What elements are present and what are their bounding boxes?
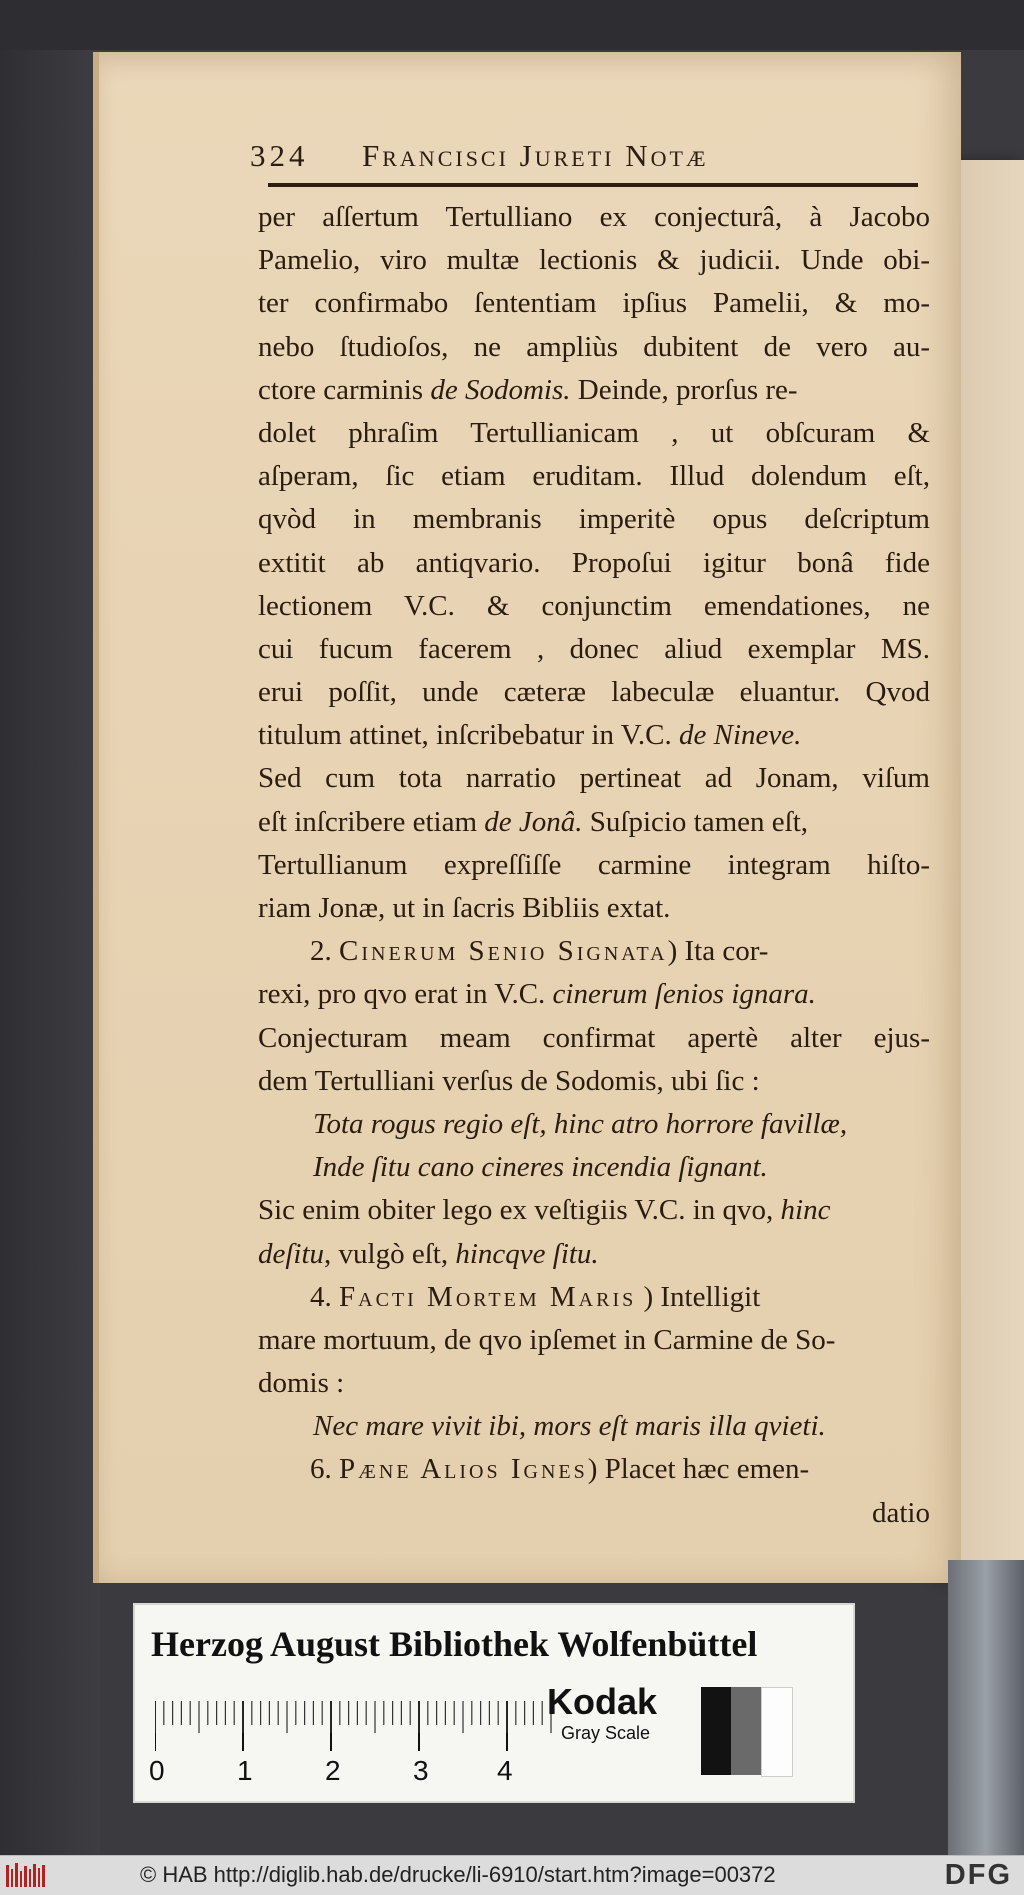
source-link[interactable]: © HAB http://diglib.hab.de/drucke/li-6910/start.htm?image=00372	[140, 1862, 776, 1887]
hab-logo-icon	[6, 1863, 48, 1889]
text-line: qvòd in membranis imperitè opus deſcriptum	[258, 503, 930, 536]
text-line: nebo ſtudioſos, ne ampliùs dubitent de vero au-	[258, 330, 930, 363]
color-target-label	[133, 1603, 855, 1803]
text-line: per aſſertum Tertulliano ex conjecturâ, à Jacobo	[258, 201, 930, 233]
catchword: datio	[872, 1496, 930, 1529]
verse-line: Nec mare vivit ibi, mors eſt maris illa qvieti.	[313, 1410, 826, 1443]
top-shadow	[0, 0, 1024, 50]
text-line: dolet phraſim Tertullianicam , ut obſcuram &	[258, 416, 930, 449]
text-line: domis :	[258, 1367, 345, 1400]
dfg-logo: DFG	[944, 1859, 1012, 1891]
gray-swatch-mid	[731, 1687, 761, 1775]
verse-line: Inde ſitu cano cineres incendia ſignant.	[313, 1151, 768, 1184]
left-gutter	[0, 0, 100, 1855]
scale-digit: 2	[325, 1755, 341, 1786]
text-line: Sic enim obiter lego ex veſtigiis V.C. in qvo, hinc	[258, 1194, 831, 1227]
text-line: Sed cum tota narratio pertineat ad Jonam, viſum	[258, 762, 930, 795]
viewer-footer	[0, 1855, 1024, 1895]
gray-swatch-white	[761, 1687, 793, 1777]
text-line: extitit ab antiqvario. Propoſui igitur bonâ fide	[258, 546, 930, 579]
text-line: deſitu, vulgò eſt, hincqve ſitu.	[258, 1237, 599, 1270]
text-line: ter confirmabo ſententiam ipſius Pamelii, & mo-	[258, 287, 930, 320]
text-line: riam Jonæ, ut in ſacris Bibliis extat.	[258, 892, 671, 924]
text-line: aſperam, ſic etiam eruditam. Illud dolendum eſt,	[258, 460, 930, 493]
text-line: ctore carminis de Sodomis. Deinde, prorſus re-	[258, 373, 798, 406]
note-heading: 2. Cinerum Senio Signata) Ita cor-	[310, 935, 769, 968]
scale-digit: 0	[149, 1755, 165, 1786]
text-line: Tertullianum expreſſiſſe carmine integram hiſto-	[258, 848, 930, 881]
header-rule	[268, 183, 918, 187]
page-header	[250, 130, 930, 180]
verse-line: Tota rogus regio eſt, hinc atro horrore favillæ,	[313, 1107, 848, 1140]
gray-scale-label: Gray Scale	[561, 1723, 651, 1743]
kodak-logo: Kodak	[547, 1681, 658, 1722]
page-clip	[948, 1560, 1024, 1855]
text-line: Pamelio, viro multæ lectionis & judicii. Unde obi-	[258, 244, 930, 277]
text-line: cui fucum facerem , donec aliud exemplar MS.	[258, 632, 930, 665]
text-line: lectionem V.C. & conjunctim emendationes, ne	[258, 589, 930, 622]
text-line: titulum attinet, inſcribebatur in V.C. de Nineve.	[258, 719, 802, 752]
note-heading: 4. Facti Mortem Maris ) Intelligit	[310, 1280, 761, 1313]
text-line: dem Tertulliani verſus de Sodomis, ubi ſic :	[258, 1064, 760, 1097]
library-name: Herzog August Bibliothek Wolfenbüttel	[151, 1624, 758, 1664]
note-heading: 6. Pæne Alios Ignes) Placet hæc emen-	[310, 1453, 810, 1486]
gray-swatch-black	[701, 1687, 731, 1775]
text-line: Conjecturam meam confirmat apertè alter ejus-	[258, 1021, 930, 1054]
body-text	[258, 196, 930, 1535]
scale-digit: 1	[237, 1755, 253, 1786]
scale-digit: 4	[497, 1755, 513, 1786]
scale-digit: 3	[413, 1755, 429, 1786]
page-number: 324	[250, 138, 309, 173]
text-line: rexi, pro qvo erat in V.C. cinerum ſenios ignara.	[258, 978, 816, 1011]
text-line: erui poſſit, unde cæteræ labeculæ eluantur. Qvod	[258, 676, 930, 709]
text-line: mare mortuum, de qvo ipſemet in Carmine de So-	[258, 1323, 836, 1356]
text-line: eſt inſcribere etiam de Jonâ. Suſpicio tamen eſt,	[258, 805, 809, 838]
running-title: Francisci Jureti Notæ	[362, 138, 709, 173]
